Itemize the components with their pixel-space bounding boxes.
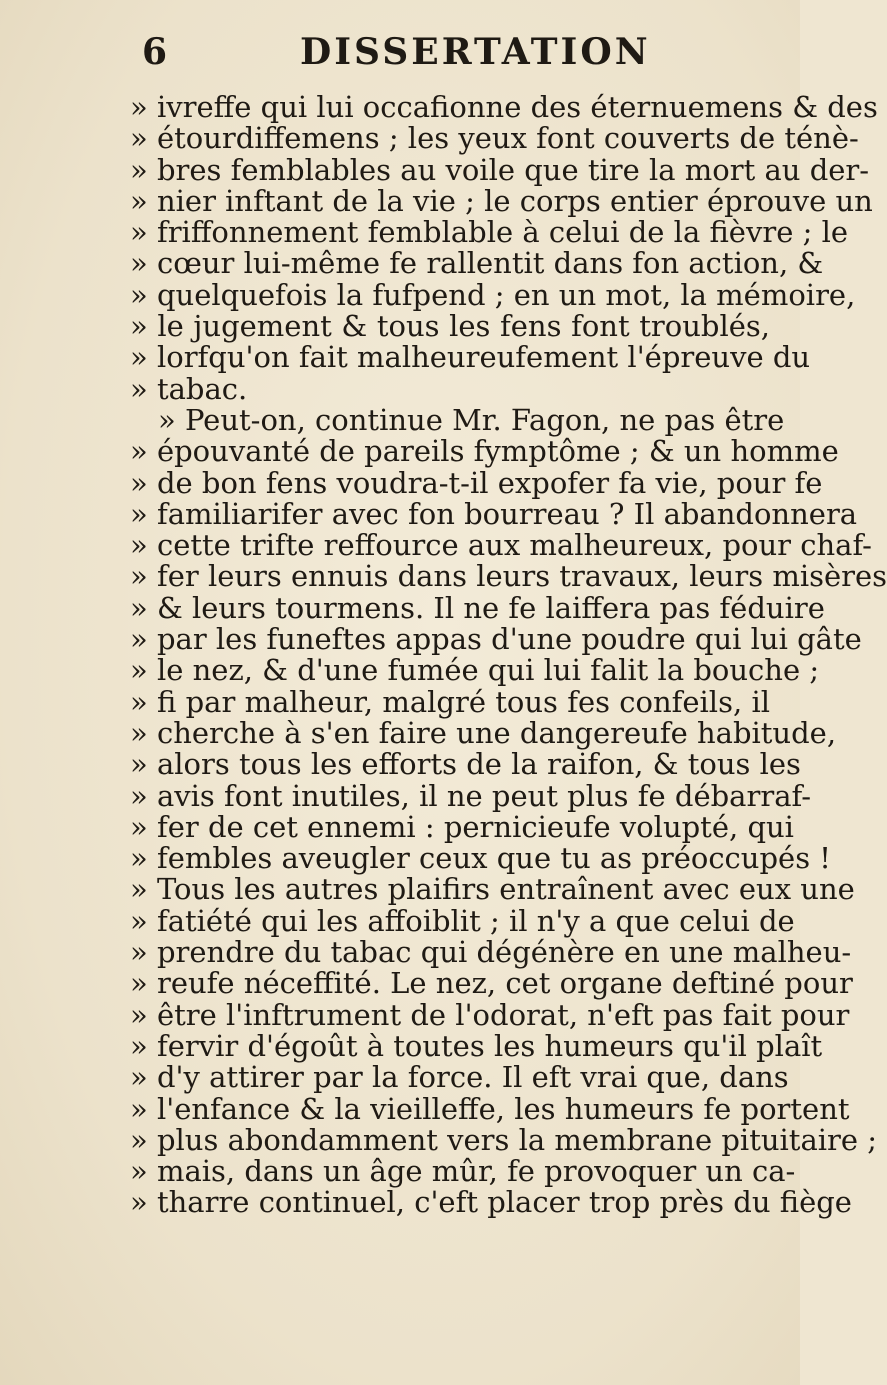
- text-line: » cette trifte reffource aux malheureux, pour chaf-: [130, 528, 872, 563]
- text-line: » prendre du tabac qui dégénère en une malheu-: [130, 935, 852, 970]
- text-line: » fer de cet ennemi : pernicieufe volupté, qui: [130, 809, 794, 844]
- text-line: » fembles aveugler ceux que tu as préoccupés !: [130, 841, 831, 876]
- text-line: » Peut-on, continue Mr. Fagon, ne pas être: [158, 402, 785, 437]
- text-line: » le nez, & d'une fumée qui lui falit la bouche ;: [130, 653, 820, 688]
- text-line: » épouvanté de pareils fymptôme ; & un homme: [130, 434, 839, 469]
- text-line: » l'enfance & la vieilleffe, les humeurs fe portent: [130, 1091, 850, 1126]
- text-line: » cœur lui-même fe rallentit dans fon action, &: [130, 246, 824, 281]
- text-line: » fi par malheur, malgré tous fes confeils, il: [130, 684, 770, 719]
- text-line: » bres femblables au voile que tire la mort au der-: [130, 152, 870, 187]
- text-line: » lorfqu'on fait malheureufement l'épreuve du: [130, 340, 811, 375]
- text-line: » être l'inftrument de l'odorat, n'eft pas fait pour: [130, 997, 850, 1032]
- text-line: » étourdiffemens ; les yeux font couverts de ténè-: [130, 121, 859, 156]
- text-line: » tabac.: [130, 371, 248, 406]
- text-line: » reufe néceffité. Le nez, cet organe deftiné pour: [130, 966, 853, 1001]
- text-line: » nier inftant de la vie ; le corps entier éprouve un: [130, 183, 873, 218]
- text-line: » fatiété qui les affoiblit ; il n'y a que celui de: [130, 903, 795, 938]
- text-line: » friffonnement femblable à celui de la fièvre ; le: [130, 215, 849, 250]
- text-line: » familiarifer avec fon bourreau ? Il abandonnera: [130, 496, 858, 531]
- text-line: » Tous les autres plaifirs entraînent avec eux une: [130, 872, 855, 907]
- page-number: 6: [142, 31, 168, 73]
- text-line: » ivreffe qui lui occafionne des éternuemens & des: [130, 90, 878, 124]
- text-line: » d'y attirer par la force. Il eft vrai que, dans: [130, 1060, 789, 1095]
- page-header: [0, 20, 800, 80]
- text-line: » cherche à s'en faire une dangereufe habitude,: [130, 715, 837, 750]
- body-text: [130, 90, 887, 1220]
- text-line: » mais, dans un âge mûr, fe provoquer un ca-: [130, 1154, 796, 1189]
- text-line: » plus abondamment vers la membrane pituitaire ;: [130, 1122, 878, 1157]
- text-line: » de bon fens voudra-t-il expofer fa vie, pour fe: [130, 465, 823, 500]
- text-line: » tharre continuel, c'eft placer trop près du fiège: [130, 1185, 852, 1220]
- text-line: » par les funeftes appas d'une poudre qui lui gâte: [130, 622, 862, 657]
- running-head: DISSERTATION: [300, 31, 651, 73]
- text-line: » avis font inutiles, il ne peut plus fe débarraf-: [130, 778, 811, 813]
- text-line: » quelquefois la fufpend ; en un mot, la mémoire,: [130, 277, 856, 312]
- text-line: » fervir d'égoût à toutes les humeurs qu'il plaît: [130, 1028, 823, 1063]
- text-line: » fer leurs ennuis dans leurs travaux, leurs misères: [130, 559, 887, 594]
- text-line: » & leurs tourmens. Il ne fe laiffera pas féduire: [130, 590, 825, 625]
- text-line: » alors tous les efforts de la raifon, & tous les: [130, 747, 801, 782]
- text-line: » le jugement & tous les fens font troublés,: [130, 309, 770, 344]
